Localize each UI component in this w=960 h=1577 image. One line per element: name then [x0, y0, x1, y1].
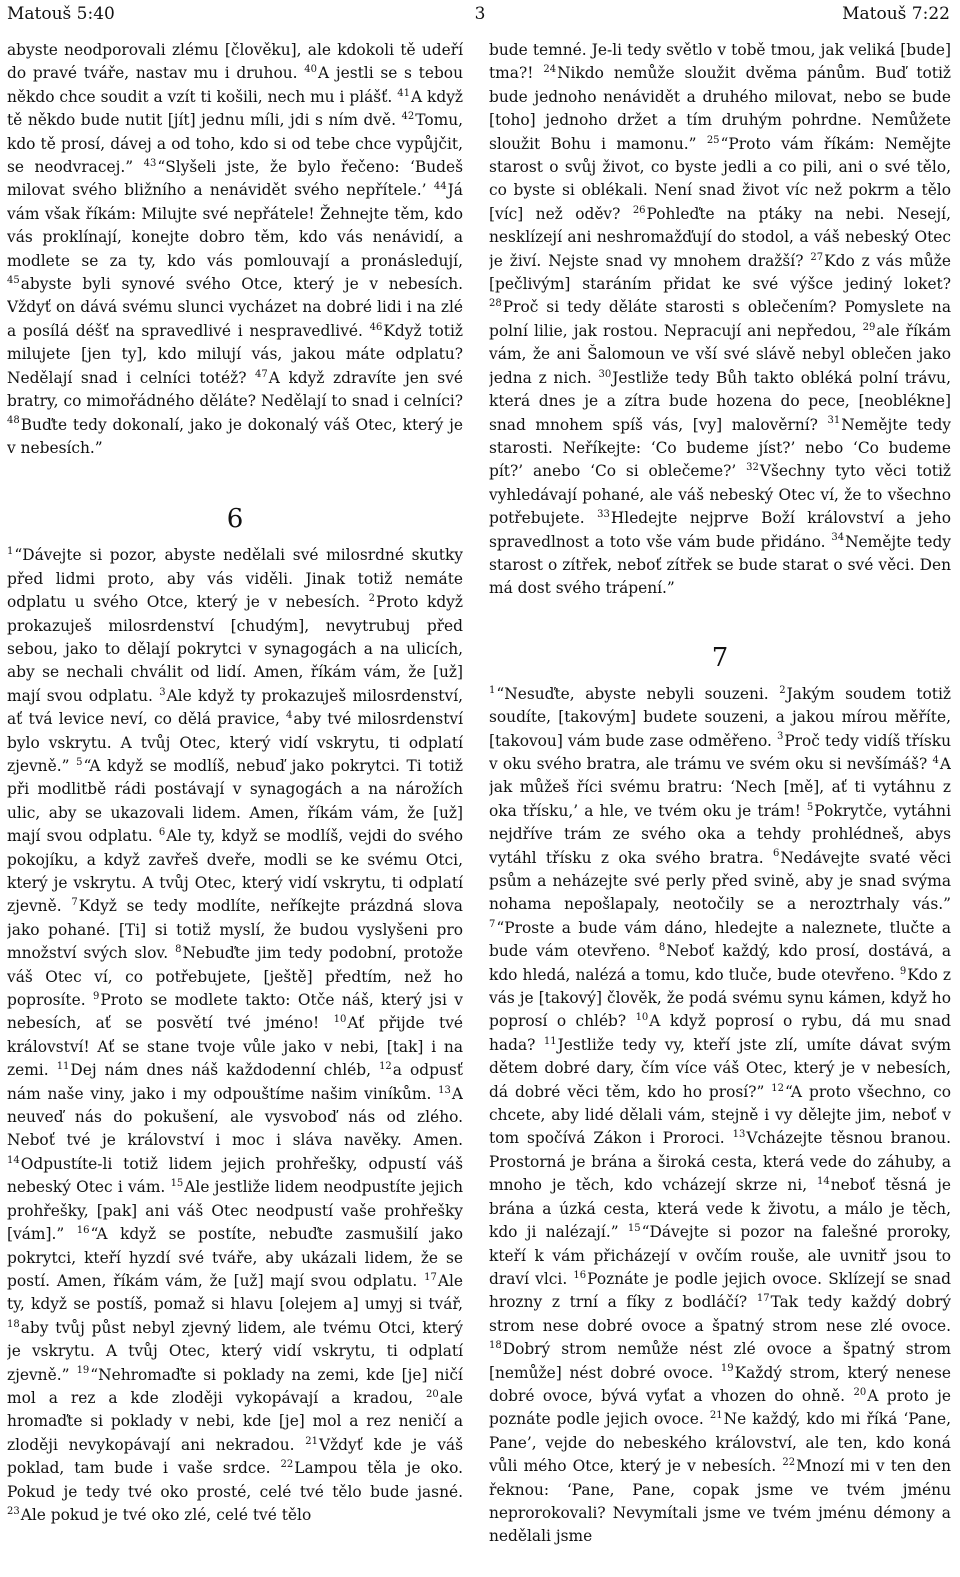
verse-text: Poznáte je podle jejich ovoce. Sklízejí se snad hrozny z trní a fíky z bodláčí? [489, 1269, 951, 1312]
verse-number: 24 [543, 64, 557, 76]
verse-text: Dej nám dnes náš každodenní chléb, [70, 1061, 372, 1080]
page-header [0, 0, 960, 36]
verse-text: Odpustíte-li totiž lidem jejich prohřešky, odpustí váš nebeský Otec i vám. [7, 1154, 463, 1197]
verse-text: Nikdo nemůže sloužit dvěma pánům. Buď totiž bude jednoho nenávidět a druhého milovat, nebo se bude [toho] jednoho držet a tím druhým pohrdne. Nemůžete sloužit Bohu i mamonu.” [489, 64, 951, 153]
verse-number: 3 [159, 686, 166, 698]
verse-text: abyste byli synové svého Otce, který je v nebesích. Vždyť on dává svému slunci vycházet na dobré lidi i na zlé a posílá déšť na spravedlivé i nespravedlivé. [7, 275, 463, 340]
verse-number: 10 [333, 1014, 347, 1026]
paragraph [7, 39, 463, 460]
verse-text: “A když se modlíš, nebuď jako pokrytci. Ti totiž při modlitbě rádi postávají v synagogách a na nárožích ulic, aby se ukazovali lidem. Amen, říkám vám, že [už] mají svou odplatu. [7, 756, 463, 846]
verse-number: 14 [7, 1154, 20, 1166]
verse-text: A když tě někdo bude nutit [jít] jednu míli, jdi s ním dvě. [7, 87, 463, 130]
verse-number: 13 [732, 1129, 746, 1141]
right-column [489, 39, 951, 1577]
paragraph [7, 544, 463, 1527]
verse-number: 46 [369, 321, 383, 333]
verse-text: Ale ty, když se postíš, pomaž si hlavu [olejem a] umyj si tvář, [7, 1271, 463, 1314]
verse-number: 18 [7, 1318, 20, 1330]
verse-number: 4 [932, 754, 939, 766]
header-range-end: Matouš 7:22 [842, 4, 950, 24]
verse-number: 28 [489, 298, 502, 310]
verse-text: Proto když prokazuješ milosrdenství [chudým], nevytrubuj před sebou, jako to dělají pokrytci v synagogách a na ulicích, aby se nechali chválit od lidí. Amen, říkám vám, že [už] mají svou odplatu. [7, 593, 463, 705]
verse-text: Lampou těla je oko. Pokud je tedy tvé oko prosté, celé tvé tělo bude jasné. [7, 1459, 463, 1501]
verse-number: 16 [76, 1224, 90, 1236]
verse-text: Proto se modlete takto: Otče náš, který jsi v nebesích, ať se posvětí tvé jméno! [7, 991, 463, 1033]
verse-text: ale říkám vám, že ani Šalomoun ve vší své slávě nebyl oblečen jako jedna z nich. [489, 321, 951, 387]
verse-number: 6 [773, 848, 780, 860]
verse-text: Jestliže tedy Bůh takto obléká polní trávu, která dnes je a zítra bude hozena do pece, [neoblékne] snad mnohem spíš vás, [vy] malověrní? [489, 368, 951, 434]
verse-number: 9 [899, 965, 907, 977]
verse-text: Vcházejte těsnou branou. Prostorná je brána a široká cesta, která vede do záhuby, a mnoho je těch, kdo vcházejí skrze ni, [489, 1129, 951, 1195]
verse-text: Každý strom, který nenese dobré ovoce, bývá vyťat a vhozen do ohně. [489, 1363, 951, 1405]
verse-text: Když totiž milujete [jen ty], kdo milují vás, jakou máte odplatu? Nedělají snad i celníci totéž? [7, 321, 463, 387]
verse-number: 26 [632, 204, 646, 216]
verse-text: Nebuďte jim tedy podobní, protože váš Otec ví, co potřebujete, [ještě] předtím, než ho poprosíte. [7, 944, 463, 1010]
verse-text: Neboť každý, kdo prosí, dostává, a kdo hledá, nalézá a tomu, kdo tluče, bude otevřeno. [489, 942, 951, 984]
verse-number: 48 [7, 415, 20, 427]
verse-number: 23 [7, 1505, 20, 1517]
verse-text: Nedávejte svaté věci psům a neházejte své perly před svině, aby je snad svýma nohama nepošlapaly, neotočily se a neroztrhaly vás.” [489, 848, 951, 914]
verse-number: 22 [782, 1457, 796, 1469]
verse-number: 18 [489, 1340, 502, 1351]
verse-text: “Proto vám říkám: Nemějte starost o svůj život, co byste jedli a co pili, ani o své tělo, co byste si oblékali. Není snad život víc než pokrm a tělo [víc] než oděv? [489, 134, 951, 223]
verse-text: Ale když ty prokazuješ milosrdenství, ať tvá levice neví, co dělá pravice, [7, 686, 463, 729]
verse-text: “Proste a bude vám dáno, hledejte a naleznete, tlučte a bude vám otevřeno. [489, 918, 951, 961]
verse-text: Ne každý, kdo mi říká ‘Pane, Pane’, vejde do nebeského království, ale ten, kdo koná vůli mého Otce, který je v nebesích. [489, 1410, 951, 1476]
verse-number: 21 [709, 1410, 723, 1422]
verse-text: A jak můžeš říci svému bratru: ‘Nech [mě], ať ti vytáhnu z oka třísku,’ a hle, ve tvém oku je trám! [489, 754, 951, 820]
verse-number: 20 [853, 1386, 867, 1398]
verse-number: 11 [56, 1061, 70, 1073]
verse-number: 40 [304, 64, 317, 76]
verse-number: 7 [489, 918, 496, 930]
verse-number: 17 [424, 1271, 437, 1283]
verse-text: A jestli se s tebou někdo chce soudit a vzít ti košili, nech mu i plášť. [7, 64, 463, 106]
verse-text: Pohleďte na ptáky na nebi. Nesejí, nesklízejí ani neshromažďují do stodol, a váš nebeský Otec je živí. Nejste snad vy mnohem dražší? [489, 204, 951, 270]
verse-text: Jestliže tedy vy, kteří jste zlí, umíte dávat svým dětem dobré dary, čím více váš Otec, který je v nebesích, dá dobré věci těm, kdo ho prosí?” [489, 1035, 951, 1101]
verse-number: 6 [158, 827, 166, 839]
verse-number: 21 [305, 1435, 318, 1447]
verse-text: a odpusť nám naše viny, jako i my odpouštíme našim viníkům. [7, 1061, 463, 1103]
verse-text: neboť těsná je brána a úzká cesta, která vede k životu, a málo je těch, kdo ji nalézají.” [489, 1176, 951, 1242]
verse-number: 13 [438, 1084, 451, 1096]
verse-text: aby tvé milosrdenství bylo vskrytu. A tvůj Otec, který vidí vskrytu, ti odplatí zjevně.” [7, 710, 463, 775]
verse-text: Tomu, kdo tě prosí, dávej a od toho, kdo si od tebe chce vypůjčit, se neodvracej.” [7, 111, 463, 177]
header-range-start: Matouš 5:40 [7, 4, 115, 24]
verse-number: 1 [489, 684, 496, 696]
verse-number: 22 [280, 1459, 294, 1471]
verse-text: Kdo z vás může [pečlivým] staráním přidat ke své výšce jediný loket? [489, 251, 951, 294]
verse-number: 34 [831, 532, 845, 544]
verse-number: 45 [7, 274, 20, 286]
verse-number: 11 [543, 1035, 557, 1047]
verse-text: Nemějte tedy starost o zítřek, neboť zítřek se bude starat o své věci. Den má dost svého trápení.” [489, 532, 951, 598]
verse-number: 5 [76, 756, 83, 768]
verse-number: 9 [93, 990, 100, 1002]
verse-number: 5 [806, 801, 814, 813]
verse-text: “Dávejte si pozor, abyste nedělali své milosrdné skutky před lidmi proto, aby vás viděli. Jinak totiž nemáte odplatu u svého Otce, který je v nebesích. [7, 546, 463, 612]
verse-text: Všechny tyto věci totiž vyhledávají pohané, ale váš nebeský Otec ví, že to všechno potřebujete. [489, 462, 951, 528]
verse-number: 1 [7, 546, 14, 558]
verse-number: 3 [776, 731, 784, 743]
verse-number: 4 [286, 710, 293, 722]
chapter-number: 6 [226, 504, 244, 535]
verse-text: Jakým soudem totiž soudíte, [takovým] budete souzeni, a jakou mírou měříte, [takovou] vám bude zase odměřeno. [489, 684, 951, 750]
verse-text: A neuveď nás do pokušení, ale vysvoboď nás od zlého. Neboť tvé je království i moc i sláva navěky. Amen. [7, 1084, 463, 1150]
verse-number: 19 [76, 1365, 90, 1377]
verse-number: 32 [746, 462, 759, 474]
verse-text: aby tvůj půst nebyl zjevný lidem, ale tvému Otci, který je vskrytu. A tvůj Otec, který vidí vskrytu, ti odplatí zjevně.” [7, 1318, 463, 1384]
verse-number: 2 [368, 593, 375, 604]
verse-number: 42 [401, 111, 415, 123]
verse-number: 14 [817, 1176, 830, 1188]
verse-text: Buďte tedy dokonalí, jako je dokonalý váš Otec, který je v nebesích.” [7, 415, 463, 457]
verse-text: Kdo z vás je [takový] člověk, že podá svému synu kámen, když ho poprosí o chléb? [489, 965, 951, 1031]
verse-number: 31 [827, 415, 841, 427]
verse-number: 12 [771, 1082, 785, 1094]
verse-number: 20 [426, 1388, 439, 1400]
verse-text: Proč si tedy děláte starosti s oblečením? Pomyslete na polní lilie, jak rostou. Nepracují ani nepředou, [489, 298, 951, 340]
verse-text: Dobrý strom nemůže nést zlé ovoce a špatný strom [nemůže] nést dobré ovoce. [489, 1340, 951, 1382]
chapter-number: 7 [711, 642, 729, 673]
left-column [7, 39, 463, 1577]
verse-text: abyste neodporovali zlému [člověku], ale kdokoli tě udeří do pravé tváře, nastav mu i druhou. [7, 41, 463, 83]
verse-number: 41 [397, 87, 410, 99]
verse-number: 8 [175, 944, 182, 956]
verse-text: Hledejte nejprve Boží království a jeho spravedlnost a toto vše vám bude přidáno. [489, 509, 951, 551]
paragraph [489, 39, 951, 601]
verse-text: “A proto všechno, co chcete, aby lidé dělali vám, stejně i vy dělejte jim, neboť v tom spočívá Zákon i Proroci. [489, 1082, 951, 1148]
verse-number: 30 [598, 368, 612, 380]
paragraph [489, 683, 951, 1549]
verse-number: 19 [720, 1363, 734, 1375]
verse-number: 27 [810, 251, 824, 263]
verse-text: Nemějte tedy starosti. Neříkejte: ‘Co budeme jíst?’ nebo ‘Co budeme pít?’ anebo ‘Co si oblečeme?’ [489, 415, 951, 481]
verse-text: Tak tedy každý dobrý strom nese dobré ovoce a špatný strom nese zlé ovoce. [489, 1293, 951, 1335]
verse-text: “Nesuďte, abyste nebyli souzeni. [496, 684, 769, 703]
verse-text: ale hromaďte si poklady v nebi, kde [je] mol a rez neničí a zloději nevykopávají ani nekradou. [7, 1388, 463, 1454]
verse-text: A když poprosí o rybu, dá mu snad hada? [489, 1012, 951, 1054]
verse-number: 17 [756, 1293, 770, 1305]
verse-number: 10 [635, 1012, 649, 1024]
verse-number: 47 [255, 368, 268, 380]
verse-number: 33 [597, 509, 610, 520]
verse-text: Proč tedy vidíš třísku v oku svého bratra, ale trámu ve svém oku si nevšímáš? [489, 731, 951, 773]
verse-number: 43 [143, 157, 157, 169]
verse-number: 29 [862, 321, 876, 333]
verse-number: 15 [170, 1178, 184, 1190]
verse-text: Ale pokud je tvé oko zlé, celé tvé tělo [20, 1505, 312, 1524]
verse-number: 16 [573, 1269, 587, 1281]
verse-text: Ale jestliže lidem neodpustíte jejich prohřešky, [pak] ani váš Otec neodpustí vaše prohřešky [vám].” [7, 1178, 463, 1244]
verse-text: Já vám však říkám: Milujte své nepřátele! Žehnejte těm, kdo vás proklínají, konejte dobro těm, kdo vás nenávidí, a modlete se za ty, kdo vás pomlouvají a pronásledují, [7, 181, 463, 270]
verse-text: bude temné. Je-li tedy světlo v tobě tmou, jak veliká [bude] tma?! [489, 41, 951, 83]
verse-number: 8 [658, 942, 666, 954]
verse-number: 25 [706, 134, 720, 146]
verse-text: Ale ty, když se modlíš, vejdi do svého pokojíku, a když zavřeš dveře, modli se ke svému Otci, který je vskrytu. A tvůj Otec, který vidí vskrytu, ti odplatí zjevně. [7, 827, 463, 916]
verse-text: “Nehromaďte si poklady na zemi, kde [je] ničí mol a rez a kde zloději vykopávají a kradou, [7, 1365, 463, 1407]
verse-number: 12 [379, 1061, 392, 1073]
verse-text: Vždyť kde je váš poklad, tam bude i vaše srdce. [7, 1435, 463, 1478]
verse-text: A když zdravíte jen své bratry, co mimořádného děláte? Nedělají to snad i celníci? [7, 368, 463, 411]
verse-number: 7 [71, 897, 78, 909]
verse-text: A proto je poznáte podle jejich ovoce. [489, 1386, 951, 1429]
verse-text: “A když se postíte, nebuďte zasmušilí jako pokrytci, kteří hyzdí své tváře, aby ukázali lidem, že se postí. Amen, říkám vám, že [už] mají svou odplatu. [7, 1225, 463, 1290]
page-number: 3 [474, 4, 486, 24]
verse-number: 2 [779, 684, 786, 696]
verse-text: Ať přijde tvé království! Ať se stane tvoje vůle jako v nebi, [tak] i na zemi. [7, 1014, 463, 1080]
verse-number: 15 [627, 1222, 641, 1234]
verse-text: Mnozí mi v ten den řeknou: ‘Pane, Pane, copak jsme ve tvém jménu neprorokovali? Nevymítali jsme ve tvém jménu démony a nedělali jsme [489, 1457, 951, 1546]
verse-number: 44 [433, 181, 447, 193]
verse-text: Když se tedy modlíte, neříkejte prázdná slova jako pohané. [Ti] si totiž myslí, že budou vyslyšeni pro množství svých slov. [7, 897, 463, 963]
verse-text: Pokrytče, vytáhni nejdříve trám ze svého oka a tehdy prohlédneš, abys vytáhl třísku z oka svého bratra. [489, 801, 951, 867]
verse-text: “Dávejte si pozor na falešné proroky, kteří k vám přicházejí v ovčím rouše, ale uvnitř jsou to draví vlci. [489, 1223, 951, 1288]
verse-text: “Slyšeli jste, že bylo řečeno: ‘Budeš milovat svého bližního a nenávidět svého nepřítele.’ [7, 158, 463, 200]
